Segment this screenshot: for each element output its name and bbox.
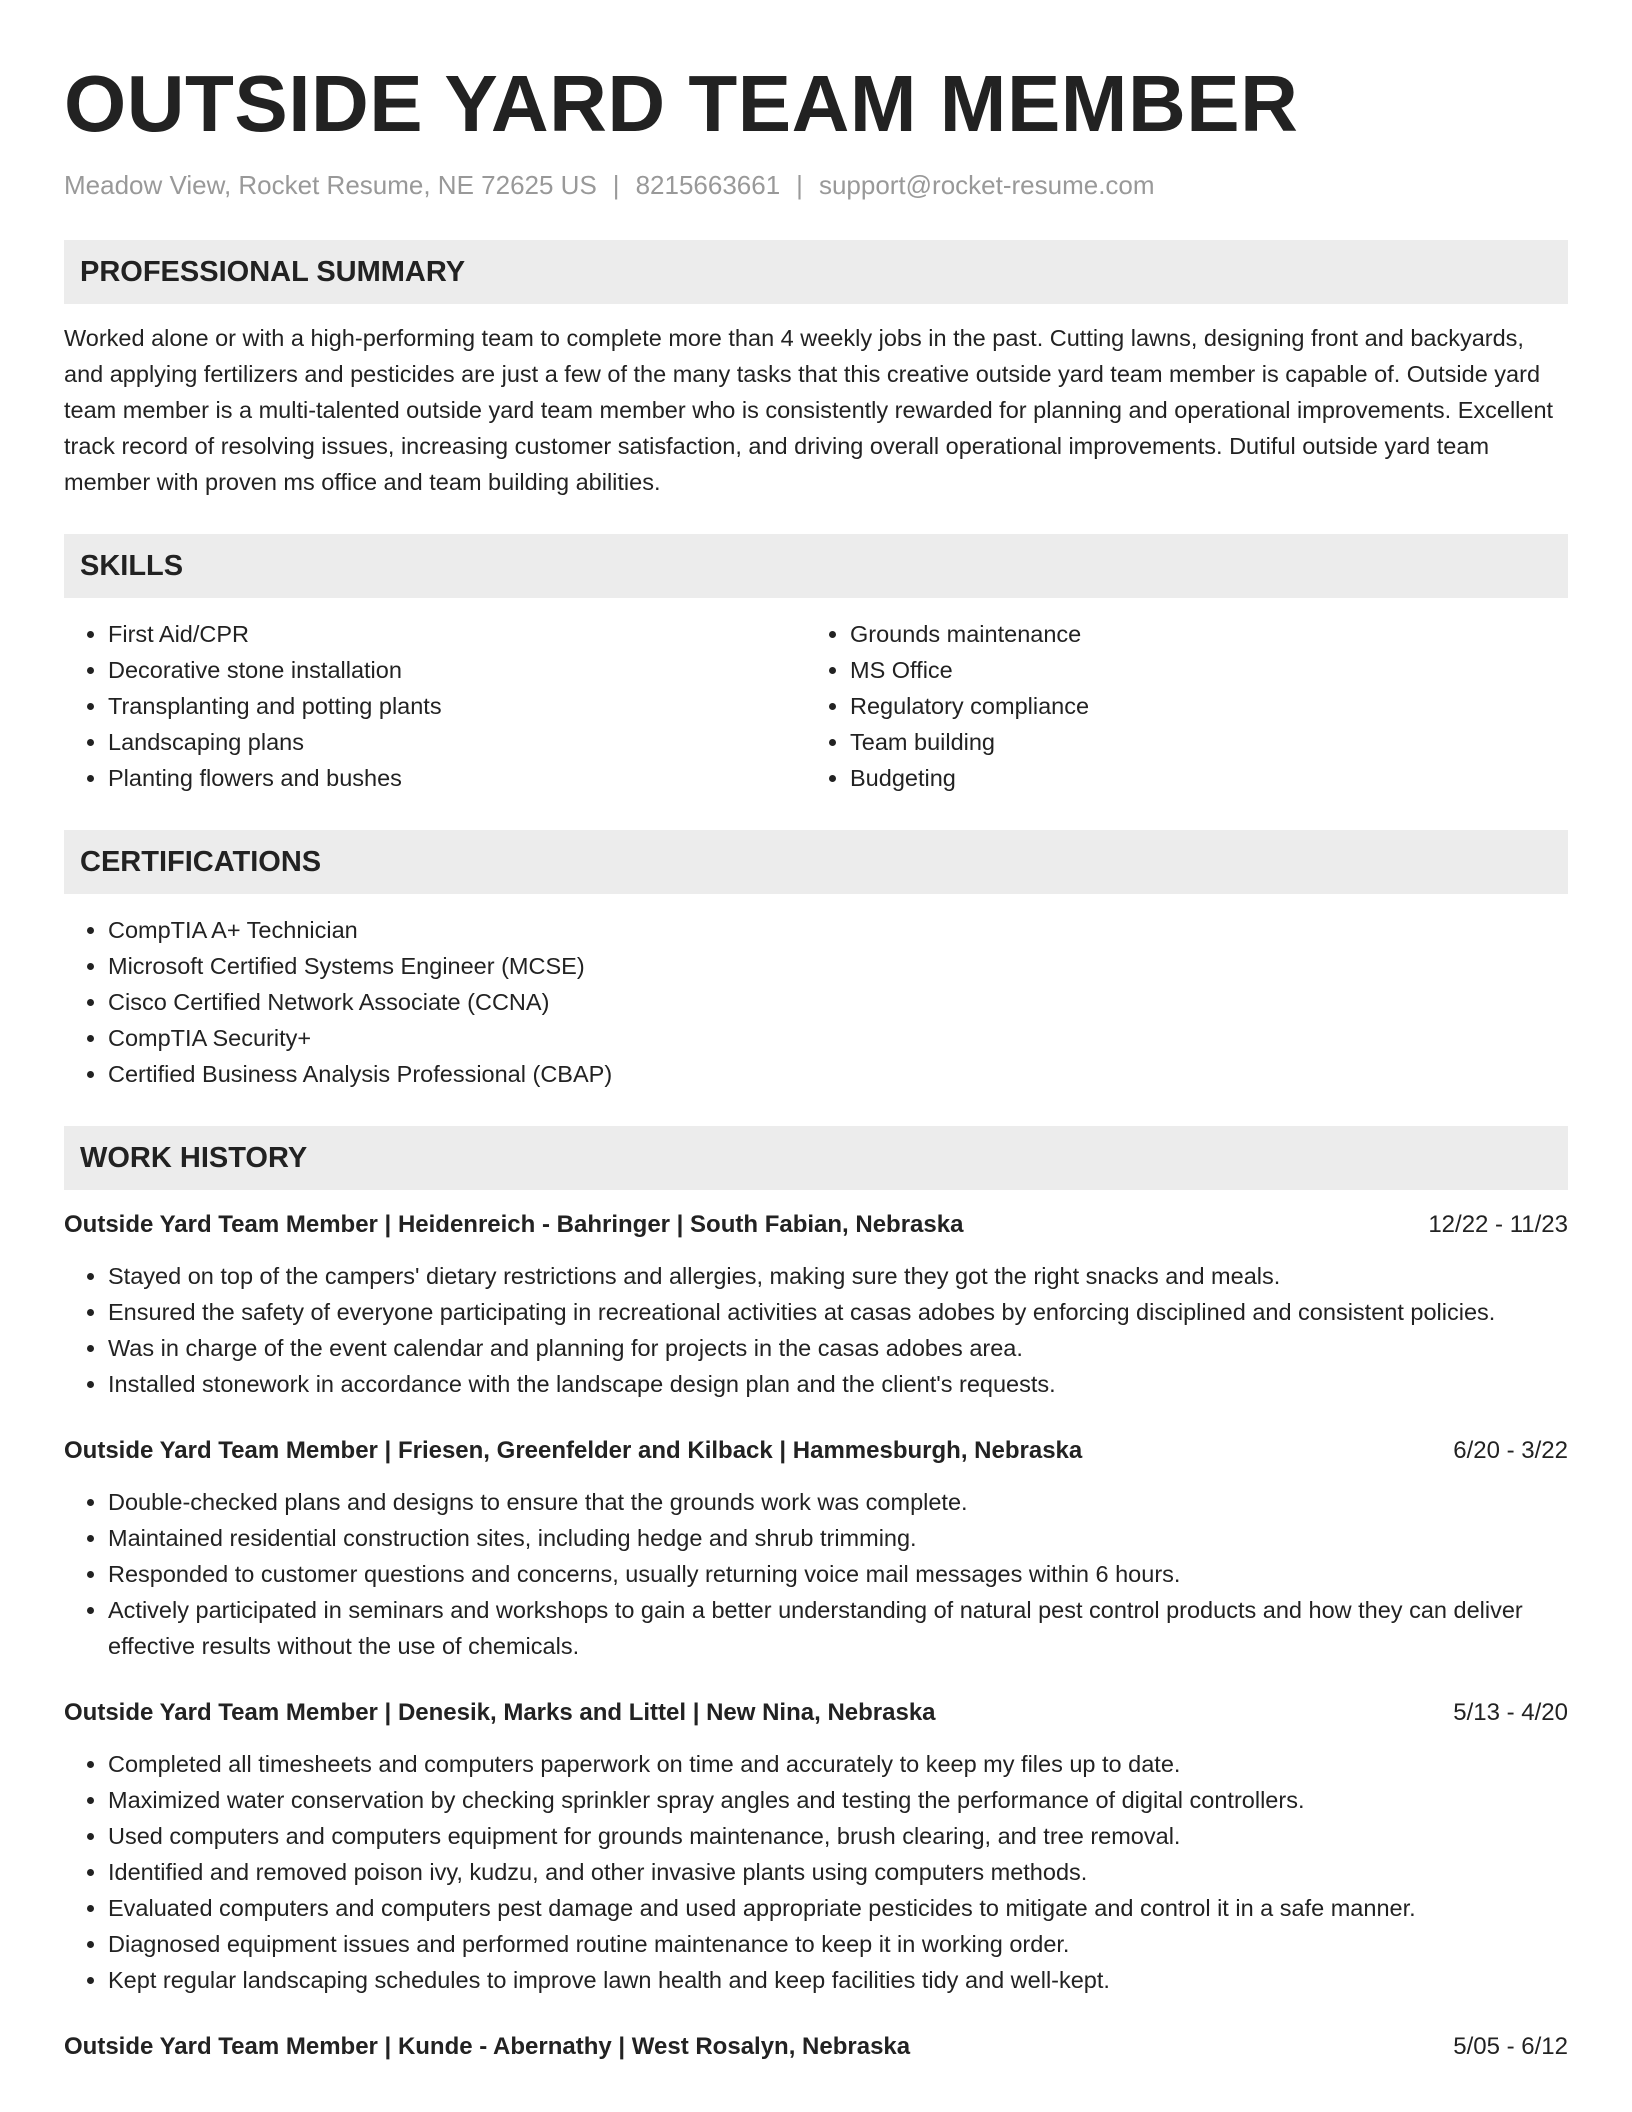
contact-separator: | [796,170,803,200]
contact-separator: | [612,170,620,200]
job-bullet: • Kept regular landscaping schedules to improve lawn health and keep facilities tidy and well-kept. [108,1962,1568,1998]
summary-text: Worked alone or with a high-performing team to complete more than 4 weekly jobs in the past. Cutting lawns, designing front and backyards, and applying fertilizers and pesticides are just a few of the many tasks that this creative outside yard team member is capable of. Outside yard team member is a multi-talented outside yard team member who is consistently rewarded for planning and operational improvements. Excellent track record of resolving issues, increasing customer satisfaction, and driving overall operational improvements. Dutiful outside yard team member with proven ms office and team building abilities. [64,325,1554,495]
job-bullet: • Completed all timesheets and computers paperwork on time and accurately to keep my files up to date. [108,1746,1568,1782]
job-bullets [64,1746,1568,1998]
job-header [64,1434,1568,1468]
job-dates: 5/05 - 6/12 [1453,2033,1568,2060]
job-title: Outside Yard Team Member | Friesen, Greenfelder and Kilback | Hammesburgh, Nebraska [64,1437,1083,1464]
job-bullet: • Was in charge of the event calendar and planning for projects in the casas adobes area. [108,1330,1568,1366]
job-entry [64,1434,1568,1664]
job-entry [64,1208,1568,1402]
job-dates: 12/22 - 11/23 [1428,1211,1568,1238]
resume-name: OUTSIDE YARD TEAM MEMBER [64,59,1299,148]
skill-item: • Grounds maintenance [850,616,1548,652]
skill-item: • Regulatory compliance [850,688,1548,724]
skills-list [64,616,1568,796]
job-bullet: • Identified and removed poison ivy, kudzu, and other invasive plants using computers methods. [108,1854,1568,1890]
certifications-heading: CERTIFICATIONS [64,830,1568,894]
skill-item: • Team building [850,724,1548,760]
certification-item: • Certified Business Analysis Professional (CBAP) [108,1056,1568,1092]
certification-item: • Cisco Certified Network Associate (CCNA) [108,984,1568,1020]
skills-column-left [64,616,806,796]
job-bullet: • Maximized water conservation by checking sprinkler spray angles and testing the performance of digital controllers. [108,1782,1568,1818]
contact-address: Meadow View, Rocket Resume, NE 72625 US [64,170,597,200]
contact-phone: 8215663661 [635,170,781,200]
job-bullet: • Diagnosed equipment issues and performed routine maintenance to keep it in working order. [108,1926,1568,1962]
job-dates: 6/20 - 3/22 [1453,1437,1568,1464]
job-header [64,1696,1568,1730]
job-header [64,2030,1568,2064]
certification-item: • CompTIA Security+ [108,1020,1568,1056]
job-bullet: • Actively participated in seminars and workshops to gain a better understanding of natural pest control products and how they can deliver effective results without the use of chemicals. [108,1592,1568,1664]
skill-item: • MS Office [850,652,1548,688]
skill-item: • Budgeting [850,760,1548,796]
contact-email: support@rocket-resume.com [818,170,1155,200]
job-bullets [64,1484,1568,1664]
contact-line [64,168,1568,202]
certifications-list [64,912,1568,1092]
skill-item: • Transplanting and potting plants [108,688,806,724]
skill-item: • Planting flowers and bushes [108,760,806,796]
job-bullets [64,1258,1568,1402]
job-bullet: • Ensured the safety of everyone participating in recreational activities at casas adobes by enforcing disciplined and consistent policies. [108,1294,1568,1330]
job-entry [64,1696,1568,1998]
skills-heading: SKILLS [64,534,1568,598]
skill-item: • Decorative stone installation [108,652,806,688]
skill-item: • Landscaping plans [108,724,806,760]
job-bullet: • Evaluated computers and computers pest damage and used appropriate pesticides to mitigate and control it in a safe manner. [108,1890,1568,1926]
job-header [64,1208,1568,1242]
job-bullet: • Double-checked plans and designs to ensure that the grounds work was complete. [108,1484,1568,1520]
certification-item: • CompTIA A+ Technician [108,912,1568,948]
skills-column-right [806,616,1548,796]
job-title: Outside Yard Team Member | Heidenreich - Bahringer | South Fabian, Nebraska [64,1211,964,1238]
job-bullet: • Stayed on top of the campers' dietary restrictions and allergies, making sure they got the right snacks and meals. [108,1258,1568,1294]
certification-item: • Microsoft Certified Systems Engineer (MCSE) [108,948,1568,984]
job-entry [64,2030,1568,2064]
job-bullet: • Used computers and computers equipment for grounds maintenance, brush clearing, and tree removal. [108,1818,1568,1854]
job-title: Outside Yard Team Member | Denesik, Marks and Littel | New Nina, Nebraska [64,1699,936,1726]
skill-item: • First Aid/CPR [108,616,806,652]
job-dates: 5/13 - 4/20 [1453,1699,1568,1726]
summary-heading: PROFESSIONAL SUMMARY [64,240,1568,304]
job-bullet: • Responded to customer questions and concerns, usually returning voice mail messages within 6 hours. [108,1556,1568,1592]
work-history-heading: WORK HISTORY [64,1126,1568,1190]
job-title: Outside Yard Team Member | Kunde - Abernathy | West Rosalyn, Nebraska [64,2033,911,2060]
resume-page [64,0,1568,2064]
job-bullet: • Maintained residential construction sites, including hedge and shrub trimming. [108,1520,1568,1556]
job-bullet: • Installed stonework in accordance with the landscape design plan and the client's requests. [108,1366,1568,1402]
